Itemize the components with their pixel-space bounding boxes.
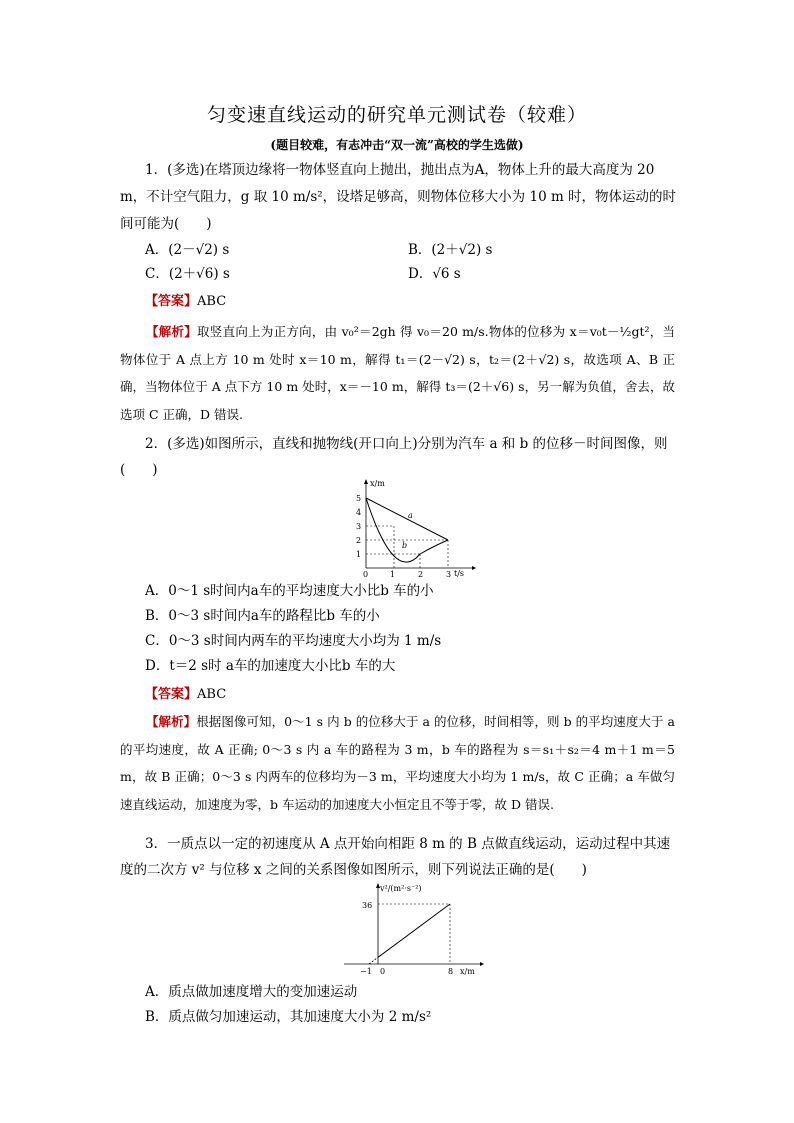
q3-xtick-neg1: −1 [360,967,372,976]
q1-option-c: C．(2＋√6) s [145,266,230,282]
q2-ylabel: x/m [370,479,385,488]
q1-analysis [120,318,675,428]
q2-ytick-3: 3 [356,522,362,531]
q2-y-arrow [364,479,368,484]
answer-tag: 【答案】 [145,687,198,702]
q2-label-a: a [408,511,413,520]
q3-extension [369,957,378,964]
q3-x-arrow [480,962,484,966]
q1-stem-line-1: 1．(多选)在塔顶边缘将一物体竖直向上抛出，抛出点为A，物体上升的最大高度为 20 [145,162,655,178]
q2-option-a: A．0～1 s时间内a车的平均速度大小比b 车的小 [145,583,434,599]
q2-stem-line-2: ( ) [120,462,158,478]
q3-xtick-8: 8 [448,967,454,976]
q2-xtick-2: 2 [418,570,424,578]
q2-line-a [366,498,448,540]
q3-ylabel: v²/(m²·s⁻²) [380,884,422,893]
q3-option-b: B．质点做匀加速运动，其加速度大小为 2 m/s² [145,1009,432,1025]
q3-v2x-graph [340,882,490,978]
q2-option-b: B．0～3 s时间内a车的路程比b 车的小 [145,608,380,624]
q2-label-b: b [402,541,408,550]
q2-xlabel: t/s [454,569,465,578]
q2-xtick-0: 0 [363,570,369,578]
q3-stem-line-2: 度的二次方 v² 与位移 x 之间的关系图像如图所示，则下列说法正确的是( ) [120,862,587,878]
q1-option-d: D．√6 s [408,266,461,282]
analysis-text: 取竖直向上为正方向，由 v₀²＝2gh 得 v₀＝20 m/s.物体的位移为 x＝v₀t－½gt²，当物体位于 A 点上方 10 m 处时 x＝10 m，解得 t₁＝(2－√2) s，t₂＝(2＋√2) s，故选项 A、B 正确，当物体位于 A 点下方 10 m 处时，x＝－10 m，解得 t₃＝(2＋√6) s，另一解为负值，舍去，故选项 C 正确，D 错误. [120,324,675,422]
q3-line [378,904,450,957]
q2-xtick-3: 3 [446,570,452,578]
q3-xtick-0: 0 [380,967,386,976]
q3-xlabel: x/m [460,967,475,976]
analysis-text: 根据图像可知，0～1 s 内 b 的位移大于 a 的位移，时间相等，则 b 的平均速度大于 a 的平均速度，故 A 正确; 0～3 s 内 a 车的路程为 3 m，b 车的路程为 s＝s₁＋s₂＝4 m＋1 m＝5 m，故 B 正确；0～3 s 内两车的位移均为－3 m，平均速度大小均为 1 m/s，故 C 正确；a 车做匀速直线运动，加速度为零，b 车运动的加速度大小恒定且不等于零，故 D 错误. [120,714,675,812]
q3-stem-line-1: 3．一质点以一定的初速度从 A 点开始向相距 8 m 的 B 点做直线运动，运动过程中其速 [145,836,671,852]
q2-ytick-5: 5 [356,494,362,503]
page-title: 匀变速直线运动的研究单元测试卷（较难） [206,104,587,126]
analysis-tag: 【解析】 [146,324,198,339]
q2-ytick-4: 4 [356,508,362,517]
q2-xtick-1: 1 [390,570,396,578]
q2-curve-b [366,498,448,562]
q2-stem-line-1: 2．(多选)如图所示，直线和抛物线(开口向上)分别为汽车 a 和 b 的位移－时间图像，则 [145,436,668,452]
q1-answer [145,290,226,309]
analysis-tag: 【解析】 [146,714,197,729]
q2-analysis [120,708,675,818]
answer-value: ABC [197,687,227,702]
answer-tag: 【答案】 [145,294,198,309]
q2-ytick-2: 2 [356,536,362,545]
q2-answer [145,683,226,702]
q3-option-a: A．质点做加速度增大的变加速运动 [145,984,358,1000]
q2-xt-graph [350,478,480,578]
q3-ytick-36: 36 [362,901,373,910]
q1-stem-line-2: m，不计空气阻力，g 取 10 m/s²，设塔足够高，则物体位移大小为 10 m 时，物体运动的时 [120,189,677,205]
q1-option-b: B．(2＋√2) s [408,242,493,258]
q2-option-d: D．t＝2 s时 a车的加速度大小比b 车的大 [145,658,396,674]
q2-ytick-1: 1 [356,550,362,559]
q1-option-a: A．(2－√2) s [145,242,230,258]
answer-value: ABC [197,294,227,309]
q1-stem-line-3: 间可能为( ) [120,216,212,232]
q2-x-arrow [472,566,476,570]
q2-option-c: C．0～3 s时间内两车的平均速度大小均为 1 m/s [145,633,442,649]
page-subtitle: (题目较难，有志冲击“双一流”高校的学生选做) [270,138,524,152]
